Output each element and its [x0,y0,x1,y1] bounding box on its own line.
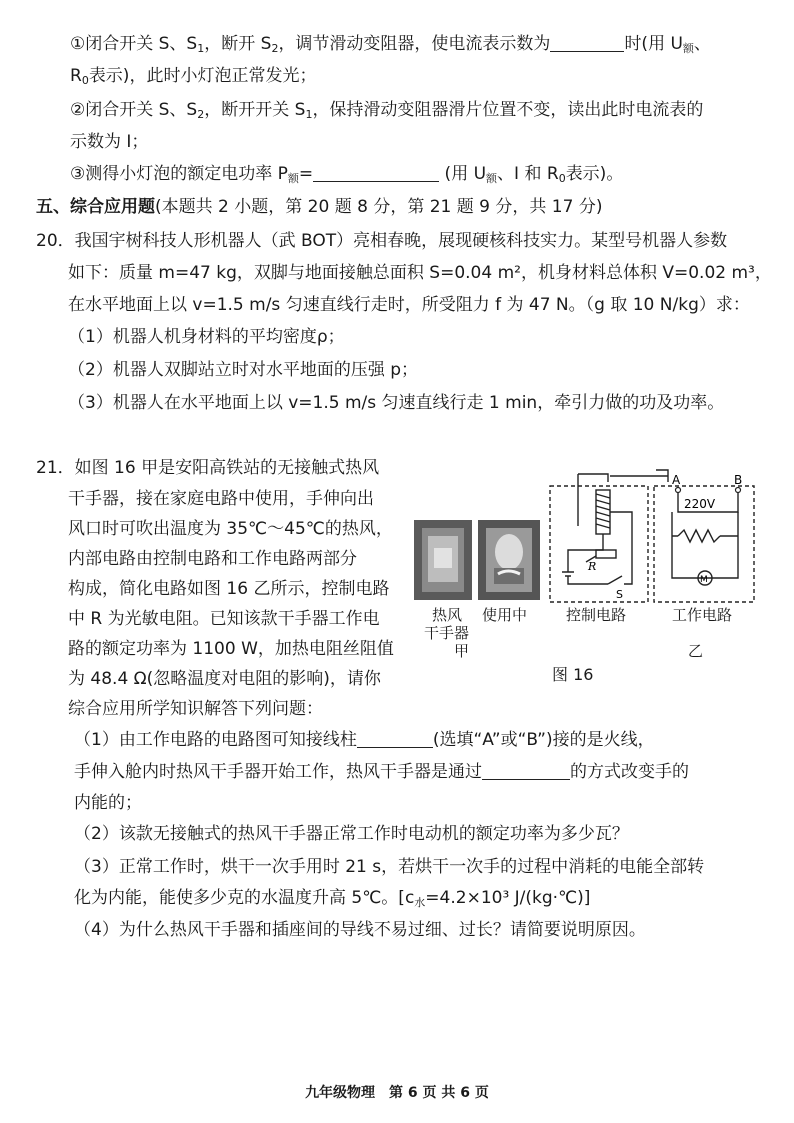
circuit-diagram [548,466,758,606]
answer-blank[interactable] [313,163,439,182]
q21-stem-line4: 内部电路由控制电路和工作电路两部分 [68,549,357,569]
terminal-b-label: B [734,473,743,487]
photo-label-dryer-2: 干手器 [424,624,470,642]
q20-part1: （1）机器人机身材料的平均密度ρ； [68,327,345,347]
q21-stem-line3: 风口时可吹出温度为 35℃～45℃的热风， [68,519,393,539]
q21-part2: （2）该款无接触式的热风干手器正常工作时电动机的额定功率为多少瓦？ [74,824,629,844]
q20-stem-line2: 如下：质量 m=47 kg，双脚与地面接触总面积 S=0.04 m²，机身材料总体积 V=0.02 m³， [68,263,772,283]
label-control-circuit: 控制电路 [566,606,627,624]
switch-s-label: S [616,588,623,601]
voltage-label: 220V [684,497,716,511]
label-working-circuit: 工作电路 [672,606,733,624]
q21-stem-line6: 中 R 为光敏电阻。已知该款干手器工作电 [68,609,380,629]
step-1-line2: $R_0$表示)，此时小灯泡正常发光； [70,66,317,87]
motor-label: M [700,575,708,585]
page-footer: 九年级物理 第 6 页 共 6 页 [305,1085,489,1101]
q21-part1-line3: 内能的； [74,793,142,813]
label-jia: 甲 [454,642,470,660]
q21-stem-line8: 为 48.4 Ω(忽略温度对电阻的影响)，请你 [68,669,381,689]
hand-dryer-photo-image [414,518,540,602]
answer-blank[interactable] [482,761,570,780]
q21-part3-line2: 化为内能，能使多少克的水温度升高 5℃。[$c_水=4.2\times 10^3$ J/(kg·℃)] [74,888,591,909]
q21-stem-line5: 构成，简化电路如图 16 乙所示，控制电路 [68,579,390,599]
answer-blank[interactable] [550,33,624,52]
terminal-a-label: A [672,473,681,487]
q21-stem-line7: 路的额定功率为 1100 W，加热电阻丝阻值 [68,639,394,659]
resistor-r-label: R [588,560,597,573]
step-1-line1: ①闭合开关 S、$S_1$，断开 $S_2$，调节滑动变阻器，使电流表示数为 时(用 $U_额$、 [70,34,711,55]
q21-part4: （4）为什么热风干手器和插座间的导线不易过细、过长？请简要说明原因。 [74,920,646,940]
photo-label-dryer: 热风 [432,606,463,624]
step-3-line: ③测得小灯泡的额定电功率 $P_额=$ (用 $U_额$、I 和 $R_0$表示)。 [70,164,624,185]
circuit-diagram-svg [548,466,758,606]
figure-caption: 图 16 [552,665,594,684]
step-2-line2: 示数为 I； [70,132,149,152]
q20-part3: （3）机器人在水平地面上以 v=1.5 m/s 匀速直线行走 1 min，牵引力做的功及功率。 [68,393,725,413]
photo-label-in-use: 使用中 [482,606,528,624]
q21-stem-line1: 21．如图 16 甲是安阳高铁站的无接触式热风 [36,458,380,478]
section-heading: 五、综合应用题(本题共 2 小题，第 20 题 8 分，第 21 题 9 分，共 17 分) [36,197,603,217]
q21-stem-line9: 综合应用所学知识解答下列问题： [68,699,323,719]
q21-part1-line1: （1）由工作电路的电路图可知接线柱 (选填“A”或“B”)接的是火线， [74,730,655,750]
q21-stem-line2: 干手器，接在家庭电路中使用，手伸向出 [68,489,374,509]
q20-stem-line3: 在水平地面上以 v=1.5 m/s 匀速直线行走时，所受阻力 f 为 47 N。（g 取 10 N/kg）求： [68,295,750,315]
q20-part2: （2）机器人双脚站立时对水平地面的压强 p； [68,360,419,380]
label-yi: 乙 [688,642,704,660]
hand-dryer-photos [414,518,540,602]
q21-part1-line2: 手伸入舱内时热风干手器开始工作，热风干手器是通过 的方式改变手的 [74,762,689,782]
q20-stem-line1: 20．我国宇树科技人形机器人（武 BOT）亮相春晚，展现硬核科技实力。某型号机器人参数 [36,231,728,251]
q21-part3-line1: （3）正常工作时，烘干一次手用时 21 s，若烘干一次手的过程中消耗的电能全部转 [74,857,705,877]
answer-blank[interactable] [357,729,433,748]
step-2-line1: ②闭合开关 S、$S_2$，断开开关 $S_1$，保持滑动变阻器滑片位置不变，读出此时电流表的 [70,100,704,121]
